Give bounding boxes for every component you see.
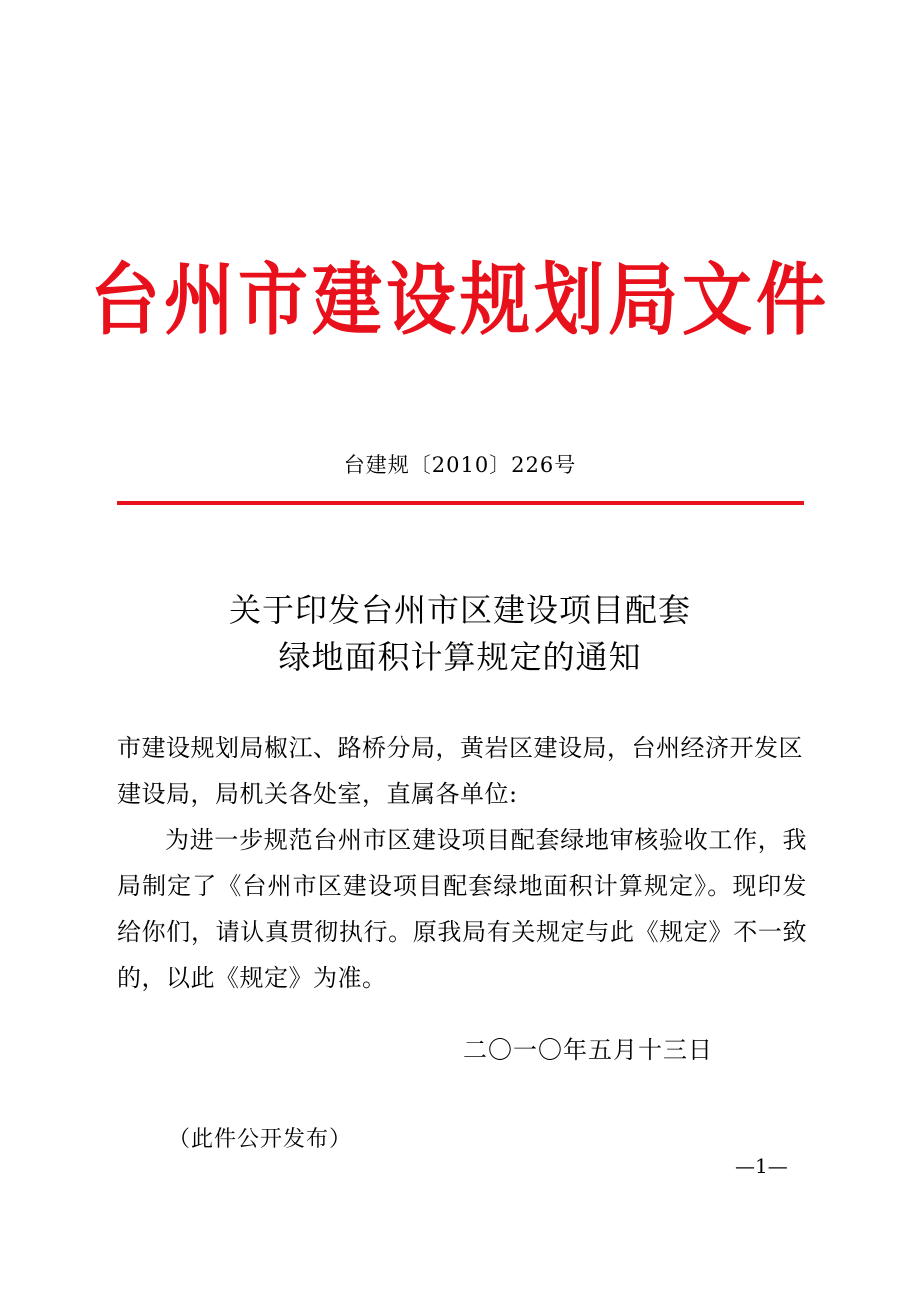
document-number: 台建规〔2010〕226号: [343, 453, 577, 477]
publication-note: （此件公开发布）: [168, 1127, 353, 1152]
page-number: —1—: [735, 1154, 788, 1178]
notice-title-line-1: 关于印发台州市区建设项目配套: [228, 591, 691, 629]
notice-title-line-2: 绿地面积计算规定的通知: [278, 638, 642, 676]
masthead-title: 台州市建设规划局文件: [90, 254, 830, 346]
issue-date: 二〇一〇年五月十三日: [463, 1036, 713, 1064]
recipients: 市建设规划局椒江、路桥分局，黄岩区建设局，台州经济开发区建设局，局机关各处室，直属各单位:: [117, 734, 803, 808]
red-divider-line: [117, 501, 804, 505]
body-paragraph: 为进一步规范台州市区建设项目配套绿地审核验收工作，我局制定了《台州市区建设项目配套绿地面积计算规定》。现印发给你们，请认真贯彻执行。原我局有关规定与此《规定》不一致的，以此《规定》为准。: [117, 826, 807, 992]
